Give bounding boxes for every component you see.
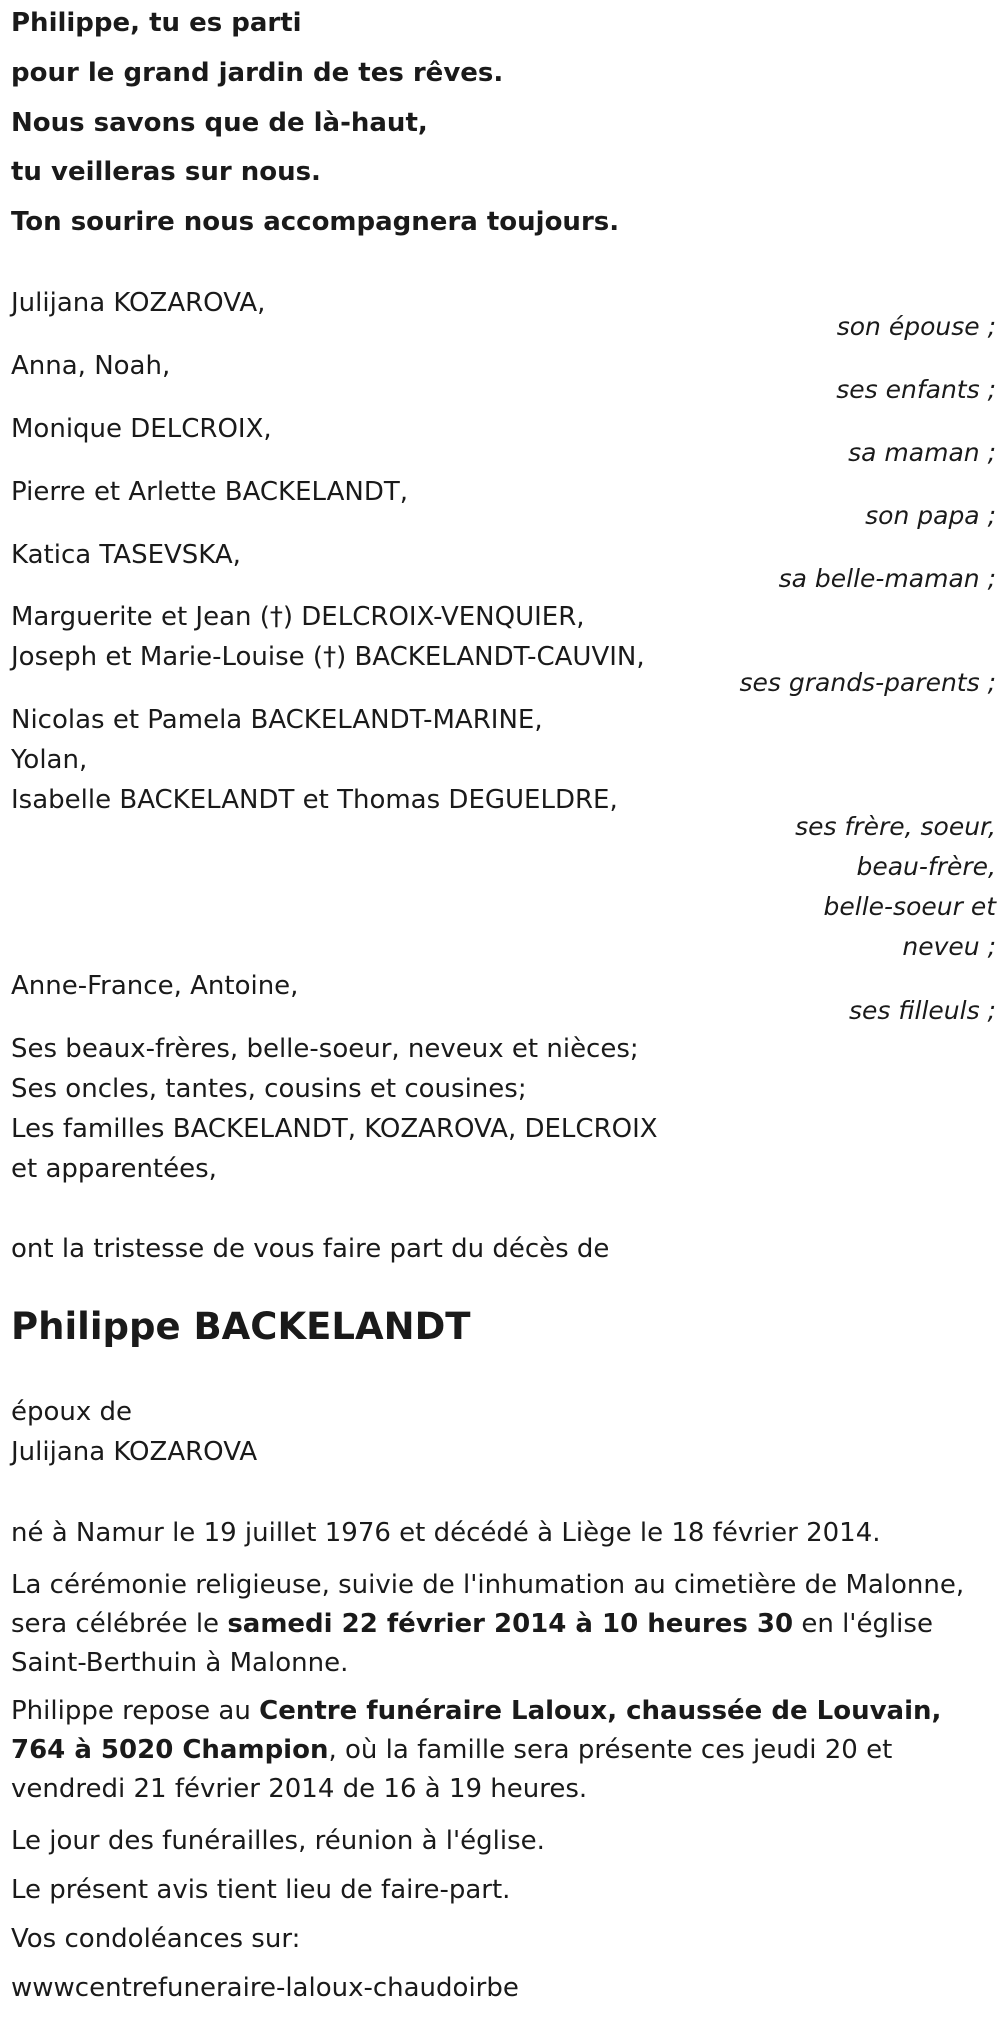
repose-visiting-hours: , où la famille sera présente ces jeudi 20 et vendredi 21 février 2014 de 16 à 19 heures. bbox=[11, 1735, 893, 1804]
family-relation: son papa ; bbox=[865, 501, 996, 530]
family-relation: beau-frère, bbox=[856, 852, 996, 881]
announcement-text: ont la tristesse de vous faire part du décès de bbox=[11, 1234, 610, 1264]
family-name-line: Marguerite et Jean (†) DELCROIX-VENQUIER, bbox=[11, 602, 585, 632]
family-name-line: Julijana KOZAROVA, bbox=[11, 288, 266, 318]
family-relation: son épouse ; bbox=[836, 312, 996, 341]
poem-line: Nous savons que de là-haut, bbox=[11, 108, 428, 138]
family-name-line: Ses beaux-frères, belle-soeur, neveux et nièces; bbox=[11, 1034, 639, 1064]
poem-line: Ton sourire nous accompagnera toujours. bbox=[11, 207, 620, 237]
family-name-line: Yolan, bbox=[11, 745, 88, 775]
family-name-line: Monique DELCROIX, bbox=[11, 414, 272, 444]
family-name-line: Isabelle BACKELANDT et Thomas DEGUELDRE, bbox=[11, 785, 618, 815]
family-relation: sa belle-maman ; bbox=[778, 564, 996, 593]
spouse-label: époux de bbox=[11, 1397, 133, 1427]
ceremony-text: La cérémonie religieuse, suivie de l'inhumation au cimetière de Malonne, sera célébrée le bbox=[11, 1570, 965, 1639]
ceremony-paragraph bbox=[11, 1566, 996, 1683]
family-relation: belle-soeur et bbox=[823, 892, 996, 921]
condolences-label: Vos condoléances sur: bbox=[11, 1924, 301, 1954]
family-name-line: Nicolas et Pamela BACKELANDT-MARINE, bbox=[11, 705, 543, 735]
repose-text: Philippe repose au bbox=[11, 1696, 260, 1726]
birth-death-text: né à Namur le 19 juillet 1976 et décédé à Liège le 18 février 2014. bbox=[11, 1518, 881, 1548]
ceremony-date: samedi 22 février 2014 à 10 heures 30 bbox=[227, 1609, 794, 1639]
repose-place: Centre funéraire Laloux, chaussée de Louvain, 764 à 5020 Champion bbox=[11, 1696, 942, 1765]
family-relation: ses filleuls ; bbox=[849, 996, 996, 1025]
family-relation: neveu ; bbox=[902, 932, 996, 961]
condolences-website: wwwcentrefuneraire-laloux-chaudoirbe bbox=[11, 1973, 519, 2003]
poem-line: pour le grand jardin de tes rêves. bbox=[11, 58, 504, 88]
reunion-text: Le jour des funérailles, réunion à l'église. bbox=[11, 1826, 545, 1856]
repose-paragraph bbox=[11, 1692, 996, 1809]
family-name-line: Pierre et Arlette BACKELANDT, bbox=[11, 477, 409, 507]
family-name-line: Ses oncles, tantes, cousins et cousines; bbox=[11, 1074, 527, 1104]
spouse-name: Julijana KOZAROVA bbox=[11, 1437, 258, 1467]
family-relation: ses enfants ; bbox=[836, 375, 996, 404]
family-name-line: et apparentées, bbox=[11, 1154, 217, 1184]
family-name-line: Joseph et Marie-Louise (†) BACKELANDT-CAUVIN, bbox=[11, 642, 645, 672]
deceased-name: Philippe BACKELANDT bbox=[11, 1305, 471, 1348]
family-relation: ses frère, soeur, bbox=[795, 812, 996, 841]
poem-line: tu veilleras sur nous. bbox=[11, 157, 321, 187]
family-name-line: Les familles BACKELANDT, KOZAROVA, DELCROIX bbox=[11, 1114, 658, 1144]
family-name-line: Anna, Noah, bbox=[11, 351, 171, 381]
family-relation: sa maman ; bbox=[848, 438, 996, 467]
family-relation: ses grands-parents ; bbox=[739, 668, 996, 697]
family-name-line: Katica TASEVSKA, bbox=[11, 540, 241, 570]
faire-part-text: Le présent avis tient lieu de faire-part. bbox=[11, 1875, 511, 1905]
family-name-line: Anne-France, Antoine, bbox=[11, 971, 299, 1001]
poem-line: Philippe, tu es parti bbox=[11, 8, 302, 38]
ceremony-location: en l'église Saint-Berthuin à Malonne. bbox=[11, 1609, 933, 1678]
